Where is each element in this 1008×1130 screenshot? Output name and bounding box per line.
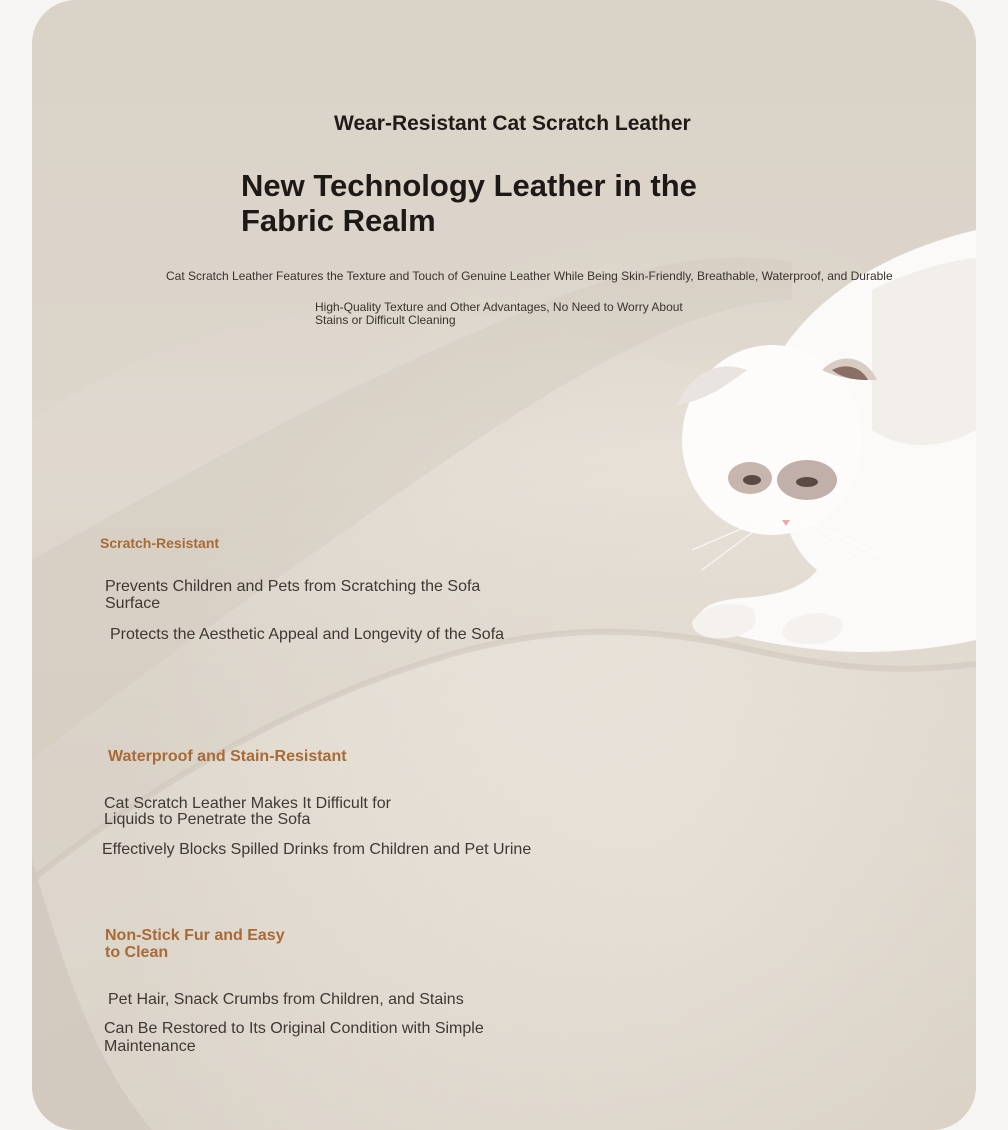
product-banner — [32, 0, 976, 1130]
tagline: Cat Scratch Leather Features the Texture and Touch of Genuine Leather While Being Skin-Friendly, Breathable, Waterproof, and Durable — [166, 269, 893, 283]
kitten-image — [632, 230, 976, 670]
feature-line: Effectively Blocks Spilled Drinks from Children and Pet Urine — [102, 841, 532, 858]
feature-line: Cat Scratch Leather Makes It Difficult for Liquids to Penetrate the Sofa — [104, 795, 391, 828]
feature-line: Pet Hair, Snack Crumbs from Children, and Stains — [108, 991, 464, 1008]
feature-title-scratch: Scratch-Resistant — [100, 535, 220, 551]
feature-line: Prevents Children and Pets from Scratching the Sofa Surface — [105, 578, 481, 612]
feature-title-waterproof: Waterproof and Stain-Resistant — [108, 748, 347, 765]
feature-line: Can Be Restored to Its Original Condition with Simple Maintenance — [104, 1020, 484, 1055]
page-title: New Technology Leather in the Fabric Realm — [241, 168, 697, 238]
feature-title-clean: Non-Stick Fur and Easy to Clean — [105, 927, 285, 961]
description: High-Quality Texture and Other Advantages, No Need to Worry About Stains or Difficult Cleaning — [315, 300, 683, 327]
feature-line: Protects the Aesthetic Appeal and Longevity of the Sofa — [110, 626, 505, 643]
page-kicker: Wear-Resistant Cat Scratch Leather — [334, 112, 691, 135]
